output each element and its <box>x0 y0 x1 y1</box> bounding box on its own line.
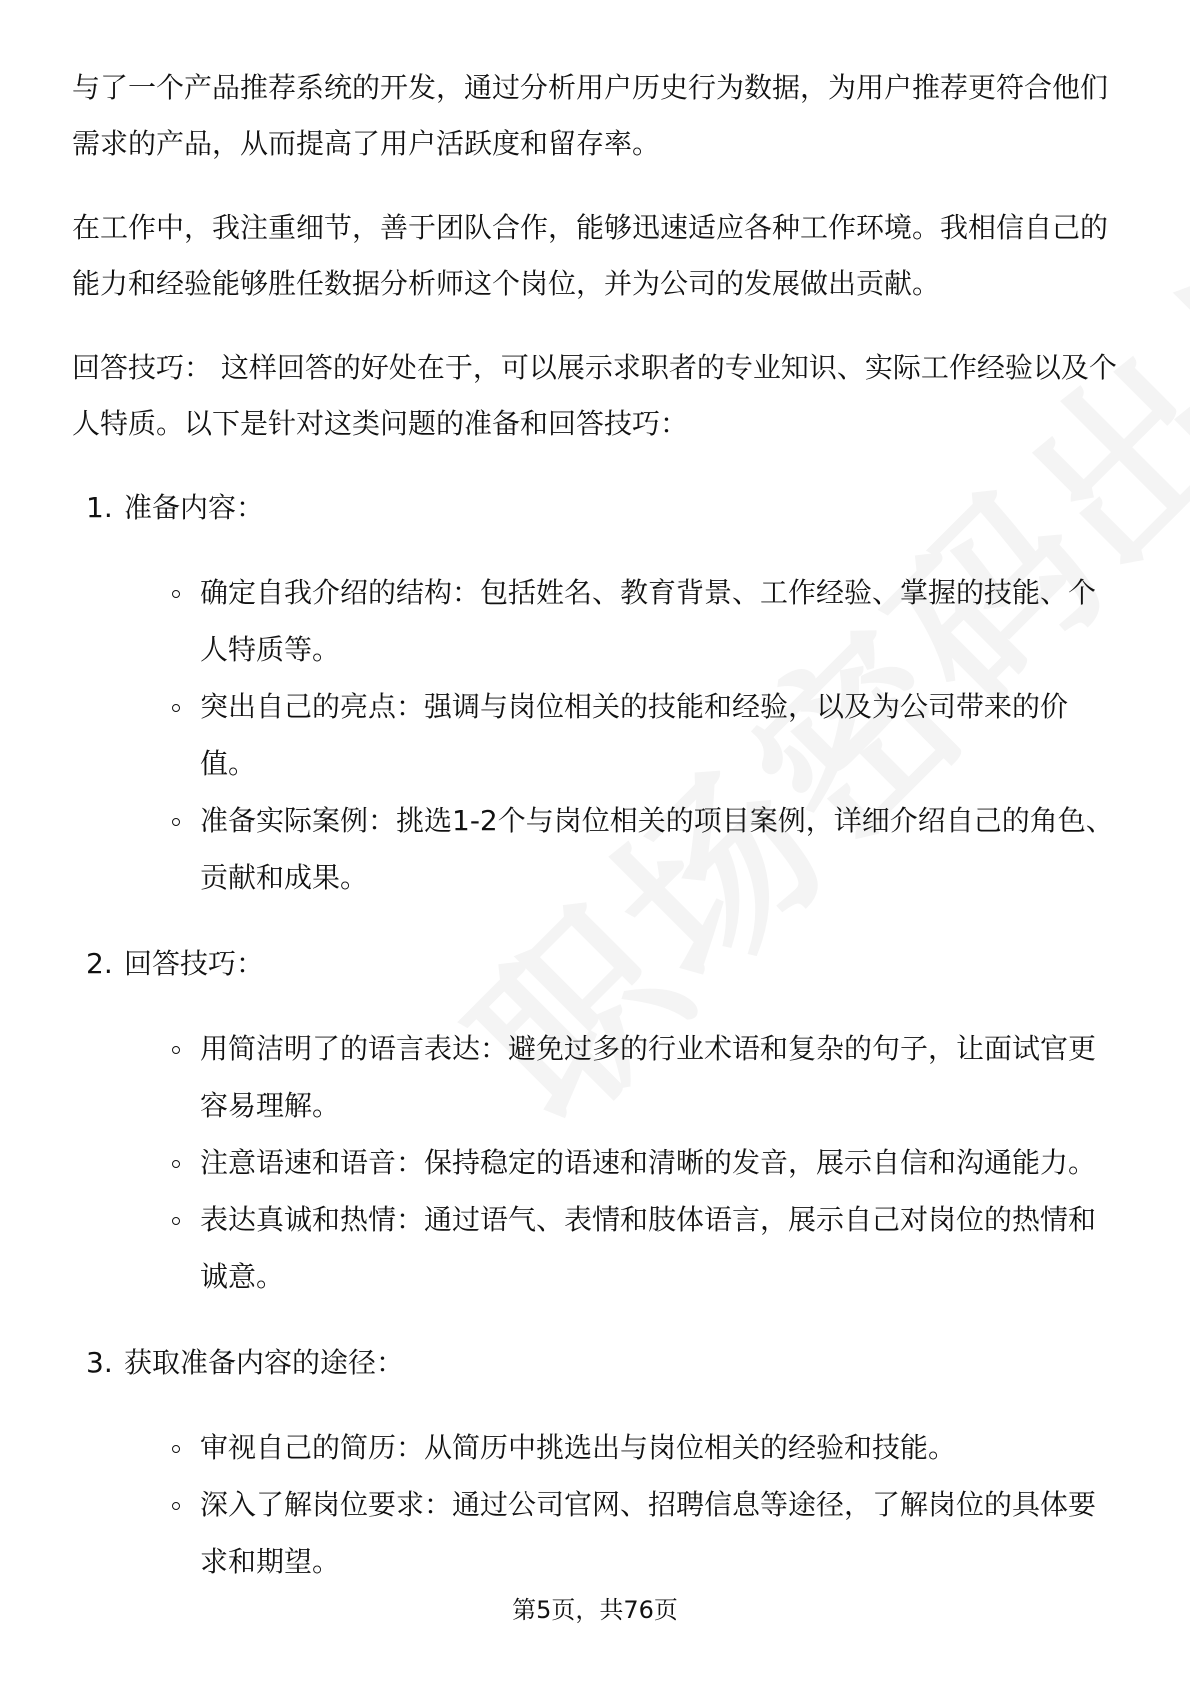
bullet-circle-icon <box>172 704 180 712</box>
bullet-circle-icon <box>172 1502 180 1510</box>
section-number: 3. <box>86 1346 113 1379</box>
list-item-text: 深入了解岗位要求：通过公司官网、招聘信息等途径，了解岗位的具体要求和期望。 <box>200 1488 1097 1578</box>
bullet-circle-icon <box>172 818 180 826</box>
list-item-text: 审视自己的简历：从简历中挑选出与岗位相关的经验和技能。 <box>200 1431 957 1464</box>
bullet-list <box>72 1020 1122 1305</box>
section-number: 1. <box>86 491 113 524</box>
bullet-list <box>72 564 1122 906</box>
paragraph-answer-tips: 回答技巧： 这样回答的好处在于，可以展示求职者的专业知识、实际工作经验以及个人特质。以下是针对这类问题的准备和回答技巧： <box>72 351 1117 440</box>
section-title: 获取准备内容的途径： <box>124 1346 405 1379</box>
list-item <box>172 1476 1122 1590</box>
section-prepare-content <box>72 480 1122 906</box>
bullet-list <box>72 1419 1122 1590</box>
list-item <box>172 1020 1122 1134</box>
paragraph-intro-continued: 与了一个产品推荐系统的开发，通过分析用户历史行为数据，为用户推荐更符合他们需求的产品，从而提高了用户活跃度和留存率。 <box>72 71 1109 160</box>
section-content-sources <box>72 1335 1122 1590</box>
list-item <box>172 792 1122 906</box>
list-item-text: 准备实际案例：挑选1-2个与岗位相关的项目案例，详细介绍自己的角色、贡献和成果。 <box>200 804 1114 894</box>
bullet-circle-icon <box>172 1160 180 1168</box>
bullet-circle-icon <box>172 590 180 598</box>
list-item <box>172 1191 1122 1305</box>
section-title: 回答技巧： <box>124 947 265 980</box>
list-item-text: 注意语速和语音：保持稳定的语速和清晰的发音，展示自信和沟通能力。 <box>200 1146 1097 1179</box>
list-item <box>172 564 1122 678</box>
paragraph-self-summary: 在工作中，我注重细节，善于团队合作，能够迅速适应各种工作环境。我相信自己的能力和经验能够胜任数据分析师这个岗位，并为公司的发展做出贡献。 <box>72 211 1109 300</box>
list-item-text: 确定自我介绍的结构：包括姓名、教育背景、工作经验、掌握的技能、个人特质等。 <box>200 576 1097 666</box>
section-title: 准备内容： <box>124 491 265 524</box>
list-item <box>172 678 1122 792</box>
bullet-circle-icon <box>172 1046 180 1054</box>
bullet-circle-icon <box>172 1445 180 1453</box>
section-number: 2. <box>86 947 113 980</box>
page-number-footer: 第5页，共76页 <box>512 1596 678 1624</box>
section-heading <box>72 936 1122 992</box>
section-heading <box>72 1335 1122 1391</box>
list-item-text: 突出自己的亮点：强调与岗位相关的技能和经验，以及为公司带来的价值。 <box>200 690 1069 780</box>
list-item-text: 表达真诚和热情：通过语气、表情和肢体语言，展示自己对岗位的热情和诚意。 <box>200 1203 1097 1293</box>
list-item <box>172 1419 1122 1476</box>
list-item <box>172 1134 1122 1191</box>
page-content <box>72 60 1122 1620</box>
section-heading <box>72 480 1122 536</box>
bullet-circle-icon <box>172 1217 180 1225</box>
list-item-text: 用简洁明了的语言表达：避免过多的行业术语和复杂的句子，让面试官更容易理解。 <box>200 1032 1097 1122</box>
section-answer-tips <box>72 936 1122 1305</box>
